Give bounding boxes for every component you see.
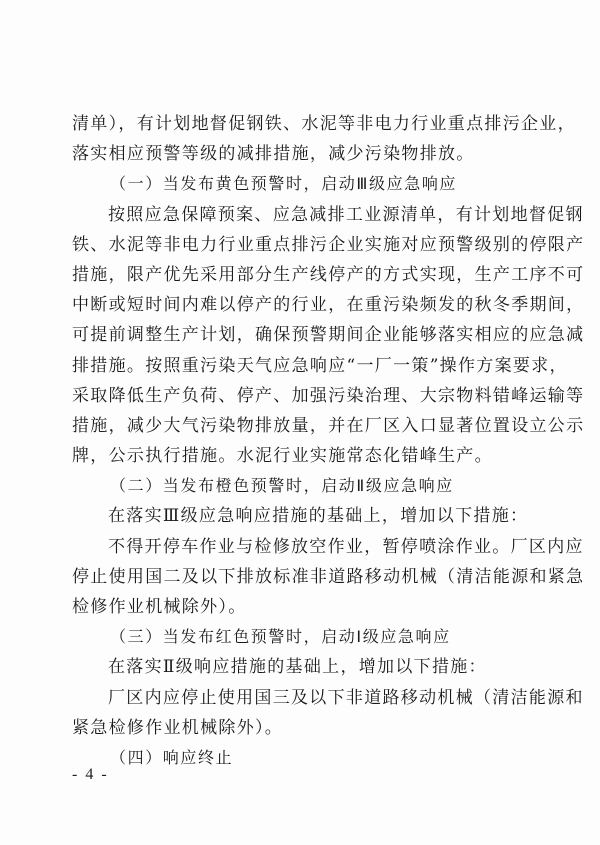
paragraph-line: 停止使用国二及以下排放标准非道路移动机械（清洁能源和紧急 bbox=[72, 566, 585, 587]
section-heading-red-alert: （三）当发布红色预警时，启动Ⅰ级应急响应 bbox=[110, 627, 451, 647]
paragraph-line: 排措施。按照重污染天气应急响应“一厂一策”操作方案要求， bbox=[72, 355, 568, 376]
paragraph-line: 中断或短时间内难以停产的行业，在重污染频发的秋冬季期间， bbox=[72, 295, 585, 316]
paragraph-line: 采取降低生产负荷、停产、加强污染治理、大宗物料错峰运输等 bbox=[72, 385, 585, 406]
paragraph-line: 在落实Ⅱ级响应措施的基础上，增加以下措施： bbox=[108, 657, 487, 678]
section-heading-response-termination: （四）响应终止 bbox=[110, 747, 234, 767]
paragraph-line: 清单），有计划地督促钢铁、水泥等非电力行业重点排污企业， bbox=[72, 114, 576, 134]
paragraph-line: 在落实Ⅲ级应急响应措施的基础上，增加以下措施： bbox=[108, 506, 529, 527]
paragraph-line: 牌，公示执行措施。水泥行业实施常态化错峰生产。 bbox=[72, 446, 493, 467]
paragraph-line: 措施，减少大气污染物排放量，并在厂区入口显著位置设立公示 bbox=[72, 415, 585, 436]
paragraph-line: 厂区内应停止使用国三及以下非道路移动机械（清洁能源和 bbox=[108, 687, 584, 708]
paragraph-line: 落实相应预警等级的减排措施，减少污染物排放。 bbox=[72, 144, 475, 165]
paragraph-line: 不得开停车作业与检修放空作业，暂停喷涂作业。厂区内应 bbox=[108, 536, 584, 557]
paragraph-line: 可提前调整生产计划，确保预警期间企业能够落实相应的应急减 bbox=[72, 325, 585, 346]
paragraph-line: 检修作业机械除外）。 bbox=[72, 597, 247, 617]
section-heading-yellow-alert: （一）当发布黄色预警时，启动Ⅲ级应急响应 bbox=[110, 174, 458, 194]
paragraph-line: 按照应急保障预案、应急减排工业源清单，有计划地督促钢 bbox=[108, 204, 584, 225]
section-heading-orange-alert: （二）当发布橙色预警时，启动Ⅱ级应急响应 bbox=[110, 476, 454, 496]
paragraph-line: 措施，限产优先采用部分生产线停产的方式实现，生产工序不可 bbox=[72, 264, 585, 285]
document-body bbox=[72, 109, 585, 773]
paragraph-line: 铁、水泥等非电力行业重点排污企业实施对应预警级别的停限产 bbox=[72, 234, 585, 255]
page-number: - 4 - bbox=[72, 766, 109, 783]
paragraph-line: 紧急检修作业机械除外）。 bbox=[72, 717, 284, 738]
